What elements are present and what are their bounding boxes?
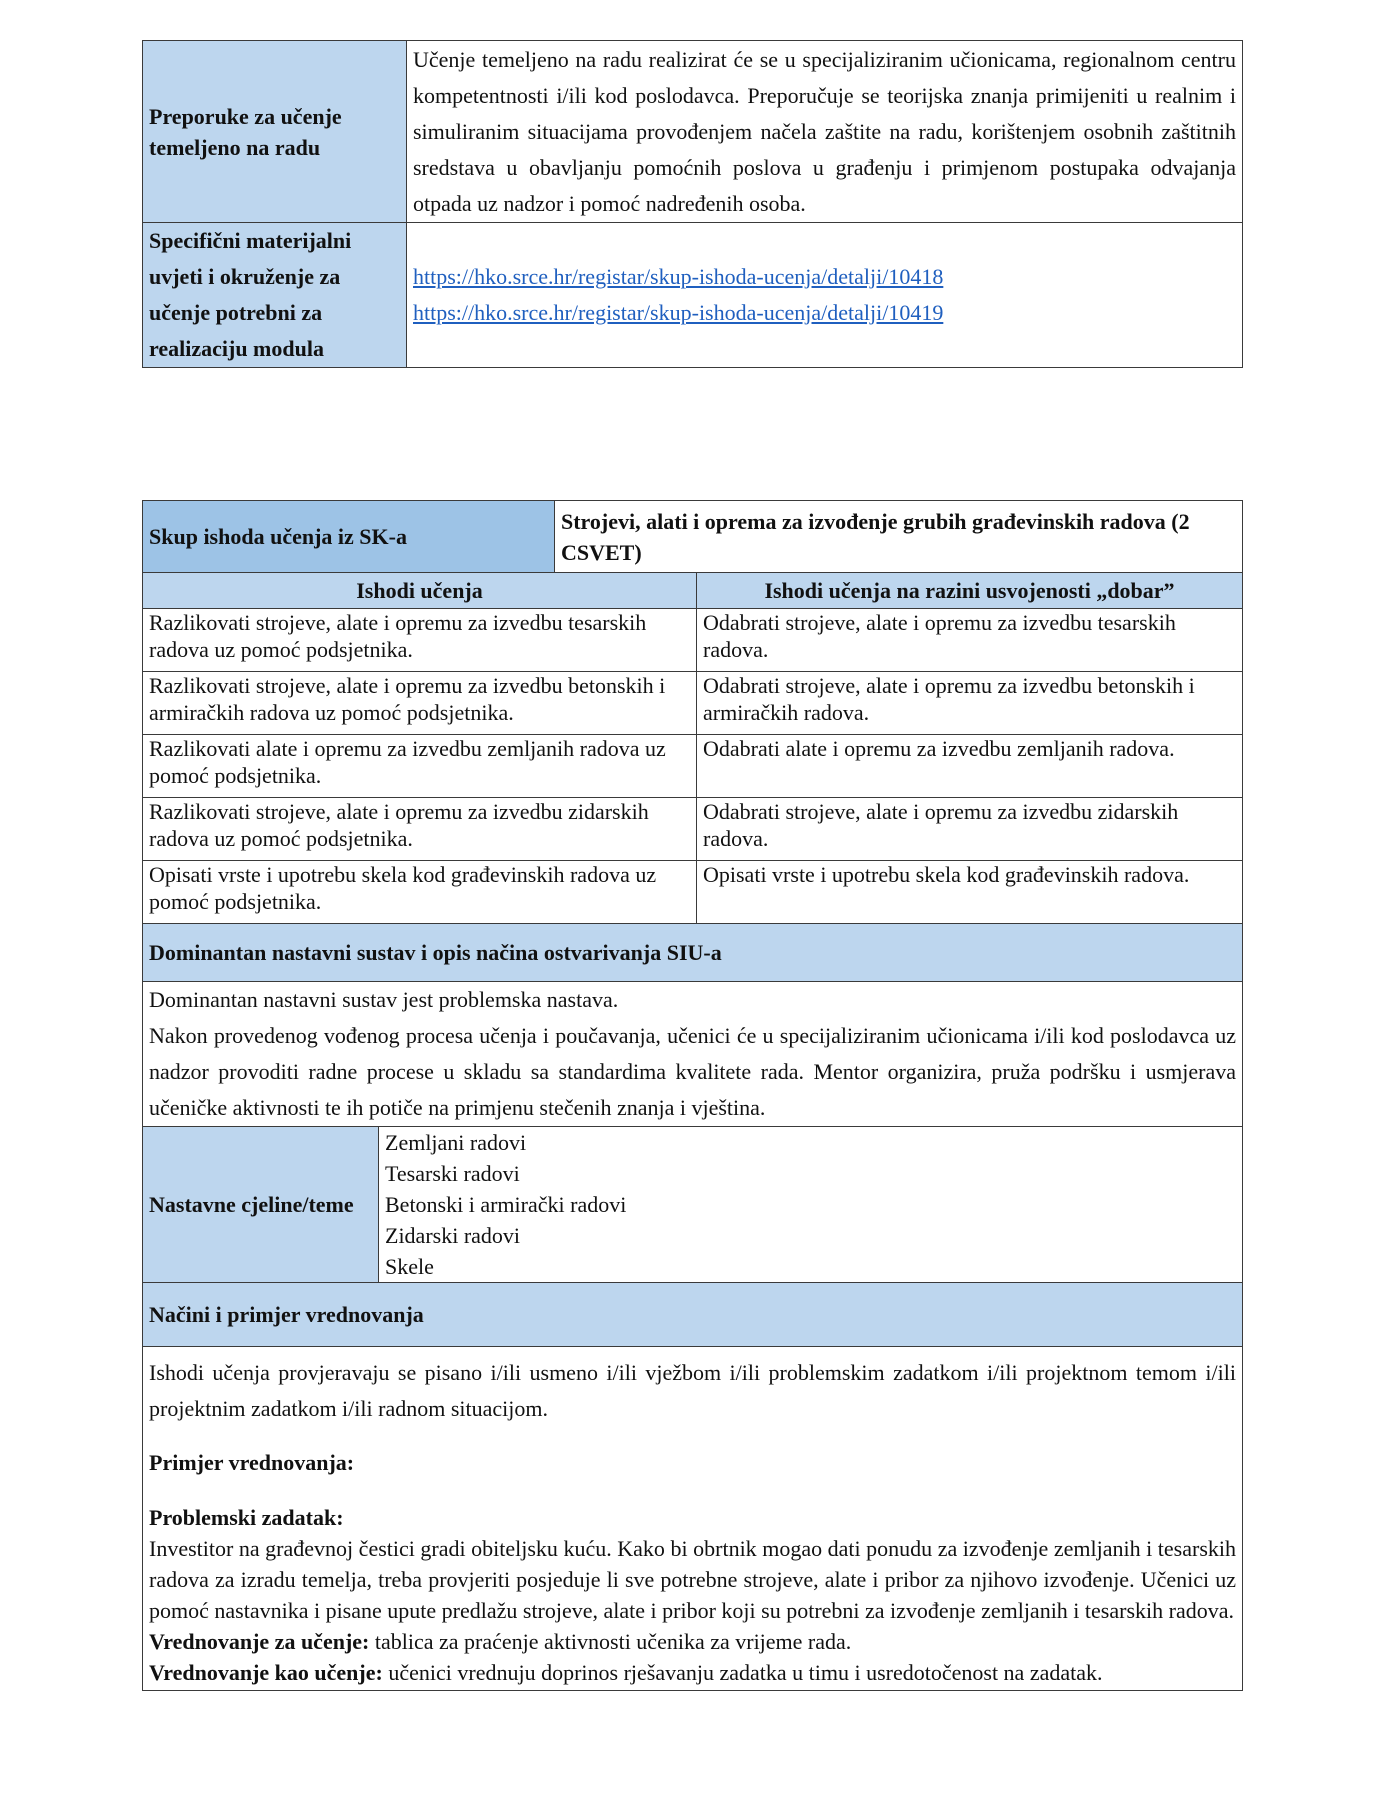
recommendations-text: Učenje temeljeno na radu realizirat će se u specijaliziranim učionicama, regionalnom centru kompetentnosti i/ili kod poslodavca. Preporučuje se teorijska znanja primijeniti u realnim i simuliranim situacijama provođenjem načela zaštite na radu, korištenjem osobnih zaštitnih sredstava u obavljanju pomoćnih poslova u građenju i primjenom postupaka odvajanja otpada uz nadzor i pomoć nadređenih osoba. — [407, 41, 1243, 223]
good-outcome-cell: Opisati vrste i upotrebu skela kod građevinskih radova. — [697, 861, 1243, 924]
good-outcome-cell: Odabrati strojeve, alate i opremu za izvedbu betonskih i armiračkih radova. — [697, 672, 1243, 735]
as-learning-label: Vrednovanje kao učenje: — [149, 1660, 383, 1685]
outcome-cell: Razlikovati strojeve, alate i opremu za izvedbu betonskih i armiračkih radova uz pomoć podsjetnika. — [143, 672, 697, 735]
evaluation-content — [143, 1347, 1243, 1691]
good-outcome-cell: Odabrati alate i opremu za izvedbu zemljanih radova. — [697, 735, 1243, 798]
problem-task-text: Investitor na građevnoj čestici gradi obiteljsku kuću. Kako bi obrtnik mogao dati ponudu za izvođenje zemljanih i tesarskih radova za izradu temelja, treba provjeriti posjeduje li sve potrebne strojeve, alate i pribor za njihovo izvođenje. Učenici uz pomoć nastavnika i pisane upute predlažu strojeve, alate i pribor koji su potrebni za izvođenje zemljanih i tesarskih radova. — [149, 1536, 1236, 1623]
evaluation-heading: Načini i primjer vrednovanja — [143, 1283, 1243, 1347]
example-heading: Primjer vrednovanja: — [149, 1450, 355, 1475]
table-row — [143, 223, 1243, 368]
for-learning-text: tablica za praćenje aktivnosti učenika za vrijeme rada. — [369, 1629, 852, 1654]
outcome-cell: Razlikovati strojeve, alate i opremu za izvedbu zidarskih radova uz pomoć podsjetnika. — [143, 798, 697, 861]
evaluation-heading-row — [143, 1283, 1243, 1347]
table-row — [143, 609, 1243, 672]
outcome-cell: Razlikovati strojeve, alate i opremu za izvedbu tesarskih radova uz pomoć podsjetnika. — [143, 609, 697, 672]
good-outcome-cell: Odabrati strojeve, alate i opremu za izvedbu zidarskih radova. — [697, 798, 1243, 861]
evaluation-intro: Ishodi učenja provjeravaju se pisano i/ili usmeno i/ili vježbom i/ili problemskim zadatkom i/ili projektnom temom i/ili projektnim zadatkom i/ili radnom situacijom. — [149, 1360, 1236, 1421]
topic-item: Tesarski radovi — [385, 1161, 520, 1186]
as-learning-text: učenici vrednuju doprinos rješavanju zadatka u timu i usredotočenost na zadatak. — [382, 1660, 1103, 1685]
table-row — [143, 41, 1243, 223]
evaluation-content-row — [143, 1347, 1243, 1691]
siu-row — [143, 501, 1243, 573]
table-row — [143, 735, 1243, 798]
table-row — [143, 861, 1243, 924]
dominant-system-text — [143, 982, 1243, 1127]
for-learning-label: Vrednovanje za učenje: — [149, 1629, 370, 1654]
good-level-header: Ishodi učenja na razini usvojenosti „dobar” — [697, 573, 1243, 609]
topic-item: Skele — [385, 1254, 434, 1279]
table-row — [143, 672, 1243, 735]
outcomes-header: Ishodi učenja — [143, 573, 697, 609]
siu-title: Strojevi, alati i oprema za izvođenje grubih građevinskih radova (2 CSVET) — [555, 501, 1243, 573]
topics-list — [379, 1127, 1243, 1283]
dominant-line-2: Nakon provedenog vođenog procesa učenja i poučavanja, učenici će u specijaliziranim učionicama i/ili kod poslodavca uz nadzor provoditi radne procese u skladu sa standardima kvalitete rada. Mentor organizira, pruža podršku i usmjerava učeničke aktivnosti te ih potiče na primjenu stečenih znanja i vještina. — [149, 1023, 1236, 1120]
material-conditions-label: Specifični materijalni uvjeti i okruženje za učenje potrebni za realizaciju modula — [143, 223, 407, 368]
hko-link-10418[interactable]: https://hko.srce.hr/registar/skup-ishoda-ucenja/detalji/10418 — [413, 264, 944, 289]
outcome-cell: Razlikovati alate i opremu za izvedbu zemljanih radova uz pomoć podsjetnika. — [143, 735, 697, 798]
dominant-system-heading: Dominantan nastavni sustav i opis načina ostvarivanja SIU-a — [143, 924, 1243, 982]
dominant-line-1: Dominantan nastavni sustav jest problemska nastava. — [149, 987, 619, 1012]
problem-task-heading: Problemski zadatak: — [149, 1505, 344, 1530]
topic-item: Betonski i armirački radovi — [385, 1192, 627, 1217]
evaluation-as-learning — [149, 1657, 1236, 1688]
topics-row — [143, 1127, 1243, 1283]
material-conditions-links — [407, 223, 1243, 368]
dominant-heading-row — [143, 924, 1243, 982]
table-row — [143, 798, 1243, 861]
topic-item: Zemljani radovi — [385, 1130, 527, 1155]
topic-item: Zidarski radovi — [385, 1223, 521, 1248]
column-headers-row — [143, 573, 1243, 609]
work-based-learning-table — [142, 40, 1243, 368]
learning-outcomes-table — [142, 500, 1243, 1691]
siu-label: Skup ishoda učenja iz SK-a — [143, 501, 555, 573]
outcome-cell: Opisati vrste i upotrebu skela kod građevinskih radova uz pomoć podsjetnika. — [143, 861, 697, 924]
topics-label: Nastavne cjeline/teme — [143, 1127, 379, 1283]
hko-link-10419[interactable]: https://hko.srce.hr/registar/skup-ishoda-ucenja/detalji/10419 — [413, 300, 944, 325]
good-outcome-cell: Odabrati strojeve, alate i opremu za izvedbu tesarskih radova. — [697, 609, 1243, 672]
evaluation-for-learning — [149, 1626, 1236, 1657]
recommendations-label: Preporuke za učenje temeljeno na radu — [143, 41, 407, 223]
dominant-text-row — [143, 982, 1243, 1127]
